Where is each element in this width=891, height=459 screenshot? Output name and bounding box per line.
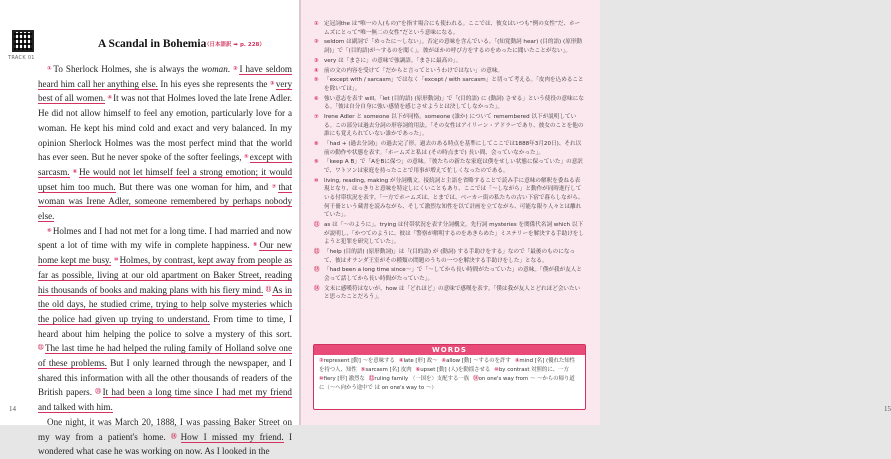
note-number: ① <box>314 21 319 27</box>
word-entry <box>494 367 569 373</box>
underlined-sentence: How I missed my friend. <box>180 431 284 442</box>
word-definition: mind [名] (優れた知性を持つ人、知性 <box>319 358 576 373</box>
word-entry <box>399 358 438 364</box>
page-number-right: 15 <box>884 405 891 413</box>
underlined-sentence: I have seldom heard him call her anything else. <box>38 64 292 89</box>
explanation-notes <box>314 20 584 303</box>
word-definition: sarcasm [名] 皮肉 <box>365 367 412 373</box>
word-entry <box>361 367 412 373</box>
word-sentence-number: ⑩ <box>319 376 324 382</box>
explanation-note <box>314 57 584 66</box>
explanation-note <box>314 177 584 220</box>
note-text: 「had been a long time since～」で「～してから長い時間がたっていた」の意味。「僕が我が友人と会って話してから長い時間がたっていた」。 <box>324 267 582 282</box>
explanation-note <box>314 266 584 283</box>
note-text: 「help (目的語) (原形動詞)」は「(目的語) が (動詞) する手助けをする」なので「最後のものになって、彼はオランダ王室がその種類の問題のうちの一つを解決する手助けをした」となる。 <box>324 248 576 264</box>
word-entry <box>319 358 395 364</box>
word-definition: late [形] 故～ <box>403 358 438 364</box>
story-text-run: In his eyes she represents the <box>157 78 270 89</box>
sentence-number: ⑭ <box>171 433 180 440</box>
underlined-sentence: very best of all women. <box>38 78 292 104</box>
story-text-run: But I only learned through the newspaper, and I shared this information with all the other thousands of readers of the British papers. <box>38 358 292 398</box>
word-definition: fiery [形] 激烈な <box>323 376 365 382</box>
note-text: 強い意志を表す will。「let (目的語) (原形動詞)」で「(目的語) に (動詞) させる」という使役の意味になる。「彼は自分自身に強い感情を感じさせようとは決してしなかった」。 <box>324 95 584 111</box>
story-text-run: I wondered what case he was working on now. As I looked in the <box>38 431 292 457</box>
note-text: 「except with / sarcasm」ではなく「except / with sarcasm」と切って考える。「皮肉を込めることを除いては」。 <box>324 77 584 92</box>
note-text: living, reading, making が分詞構文。接続詞と主語を省略することで読み手に意味の解釈を委ねる表現となり、はっきりと意味を特定しにくいこともあり、ここでは「～しながら」と動作が同時進行している付帯状況を表す。「一方でホームズは、とまでは、ベーカー街の私たちの古い下宿で暮らしながら、何千冊という蔵書を読みながら、そして激烈な知性を以て計画を立てながら、可能な限り人々とは離れていた」。 <box>324 177 584 219</box>
page-number-left: 14 <box>9 405 16 413</box>
sentence-number: ① <box>47 66 53 72</box>
explanation-note <box>314 20 584 37</box>
explanation-note <box>314 221 584 247</box>
word-definition: ruling family 〈一国を〉支配する一族 <box>374 376 470 382</box>
note-number: ⑧ <box>314 141 319 148</box>
explanation-note <box>314 248 584 265</box>
underlined-sentence: except with sarcasm. <box>38 152 292 177</box>
underlined-sentence: Holmes, by contrast, kept away from people as far as possible, living at our old apartment on Baker Street, reading his thousands of books and making plans with his fiery mind. <box>38 255 292 295</box>
note-number: ④ <box>314 67 319 74</box>
note-number: ⑦ <box>314 114 319 121</box>
word-entry <box>441 358 510 364</box>
sentence-number: ⑩ <box>113 257 119 264</box>
words-header: WORDS <box>314 345 585 355</box>
word-sentence-number: ④ <box>441 358 447 364</box>
sentence-number: ⑬ <box>95 389 102 396</box>
words-box <box>313 344 586 410</box>
explanation-note <box>314 67 584 76</box>
note-number: ⑨ <box>314 159 319 166</box>
story-text-run: . <box>227 64 234 74</box>
story-text-run: woman <box>201 64 228 74</box>
note-text: 文末に感嘆符はないが、how は「どれほど」の意味で感嘆を表す。「僕は我が友人とどれほど会いたいと思ったことだろう」。 <box>324 285 581 301</box>
story-text <box>38 62 292 459</box>
word-definition: on one's way from ～ ～からの帰り道に（～へ向かう途中で は on one's way to ～） <box>319 376 575 391</box>
explanation-note <box>314 113 584 139</box>
underlined-sentence: As in the old days, he studied crime, trying to help solve mysteries which the police had given up trying to understand. <box>38 284 292 324</box>
word-definition: represent [動] ～を意味する <box>323 358 395 364</box>
note-number: ⑫ <box>314 248 320 255</box>
underlined-sentence: He would not let himself feel a strong emotion; it would upset him too much. <box>38 166 292 192</box>
story-text-run: To Sherlock Holmes, she is always the <box>53 64 202 74</box>
sentence-number: ⑪ <box>265 286 272 293</box>
story-paragraph <box>38 62 292 224</box>
word-definition: upset [動] (人)を動揺させる <box>420 367 491 373</box>
note-text: 定冠詞the は“唯一の人(もの)”を指す場合にも使われる。ここでは、彼女はいつも“例の女性”だ、ホームズにとって“唯一無二の女性”だという意味になる。 <box>324 21 581 36</box>
word-sentence-number: ⑫ <box>368 376 375 382</box>
sentence-number: ⑫ <box>38 345 44 352</box>
explanation-note <box>314 76 584 93</box>
sentence-number: ③ <box>269 80 275 87</box>
note-text: Irene Adler と someone 以下が同格。someone (誰か) について remembered 以下が説明している。この部分は過去分詞の形容詞的用法。「その女性はアイリーン・アドラーであり、彼女のことを他の誰にも覚えられていない誰かであった」。 <box>324 114 584 138</box>
word-entry <box>416 367 491 373</box>
note-number: ⑭ <box>314 285 320 292</box>
left-page <box>0 0 299 457</box>
word-sentence-number: ⑤ <box>360 367 366 373</box>
note-number: ③ <box>314 57 319 64</box>
word-entry <box>319 376 365 382</box>
qr-code-icon[interactable] <box>12 30 34 52</box>
track-label: TRACK 01 <box>8 55 35 61</box>
sentence-number: ⑦ <box>271 183 278 190</box>
story-paragraph <box>38 415 292 459</box>
note-number: ⑩ <box>314 177 319 184</box>
sentence-number: ⑤ <box>243 154 249 161</box>
word-sentence-number: ⑭ <box>473 376 479 382</box>
word-definition: by contrast 対照的に、一方 <box>498 367 569 373</box>
explanation-note <box>314 38 584 55</box>
explanation-note <box>314 95 584 112</box>
note-text: seldom は副詞で「めったに～しない」。否定の意味を含んでいる。「(知覚動詞 hear) (目的語) (原形動詞)」で「(目的語)が～するのを聞く」。彼がほかの呼び方をするのをめったに聞いたことがない」。 <box>324 39 582 54</box>
explanation-note <box>314 285 584 302</box>
note-number: ② <box>314 39 319 46</box>
explanation-note <box>314 140 584 157</box>
word-sentence-number: ⑥ <box>415 367 421 373</box>
word-sentence-number: ④ <box>514 358 520 364</box>
note-number: ⑥ <box>314 95 319 102</box>
sentence-number: ④ <box>107 95 113 102</box>
story-text-run: Holmes and I had not met for a long time. I had married and now spent a lot of time with my wife in complete happiness. <box>38 225 292 251</box>
story-text-run: From time to time, I heard about him helping the police to solve a mystery of this sort. <box>38 313 292 339</box>
underlined-sentence: It had been a long time since I had met my friend and talked with him. <box>38 387 292 413</box>
story-text-run: But there was one woman for him, and <box>115 181 272 192</box>
underlined-sentence: that woman was Irene Adler, someone remembered by perhaps nobody else. <box>38 181 292 222</box>
word-sentence-number: ⑩ <box>494 367 499 373</box>
underlined-sentence: Our new home kept me busy. <box>38 240 292 266</box>
word-sentence-number: ④ <box>398 358 404 364</box>
explanation-note <box>314 158 584 175</box>
note-number: ⑬ <box>314 267 320 274</box>
note-text: 「had + (過去分詞)」の過去完了形。過去のある時点を基準にしてここでは1888年3月20日)、それ以前の動作や状態を表す。「ホームズと私は (その時点まで) 長い間、会っていなかった」。 <box>324 141 582 156</box>
note-text: very は「まさに」の意味で強調語。「まさに最高の」。 <box>324 57 462 64</box>
sentence-number: ⑥ <box>72 168 79 175</box>
sentence-number: ⑨ <box>252 242 259 249</box>
note-text: as は「～のように」。trying は付帯状況を表す分詞構文。先行詞 mysteries を関係代名詞 which 以下が説明し、「かつてのように、彼は「警察が解明するのをあきらめた」ミステリーを解決する手助けをしようと犯罪を研究していた」。 <box>324 221 584 246</box>
story-title: A Scandal in Bohemia <box>98 38 207 50</box>
sentence-number: ② <box>233 66 239 72</box>
note-text: 前の文の内容を受けて「だからと言ってというわけではない」の意味。 <box>324 67 504 74</box>
story-paragraph <box>38 224 292 415</box>
word-sentence-number: ② <box>319 358 324 364</box>
words-list <box>314 355 585 395</box>
story-text-run: One night, it was March 20, 1888, I was passing Baker Street on my way from a patient's home. <box>38 416 292 442</box>
sentence-number: ⑧ <box>47 227 52 234</box>
note-number: ⑪ <box>314 221 320 228</box>
translation-page-reference[interactable]: （日本語訳 ➡ p. 228） <box>204 42 265 48</box>
note-number: ⑤ <box>314 77 319 84</box>
word-entry <box>369 376 469 382</box>
story-text-run: It was not that Holmes loved the late Irene Adler. He did not allow himself to feel any emotion, particularly love for a woman. He kept his mind cold and exact and very balanced. In my opinion Sherlock Holmes was the most perfect mind that the world has ever seen. But he never spoke of the softer feelings, <box>38 93 292 163</box>
underlined-sentence: The last time he had helped the ruling family of Holland solve one of these problems. <box>38 343 292 369</box>
word-definition: allow [動] ～するのを許す <box>446 358 511 364</box>
note-text: 「keep A B」で「AをBに保つ」の意味。「彼たちの新たな家庭は僕をせしい状態に保っていた」の意訳で、ワトソンは家庭を持ったことで用事が増えて忙しくなったのである。 <box>324 159 583 174</box>
